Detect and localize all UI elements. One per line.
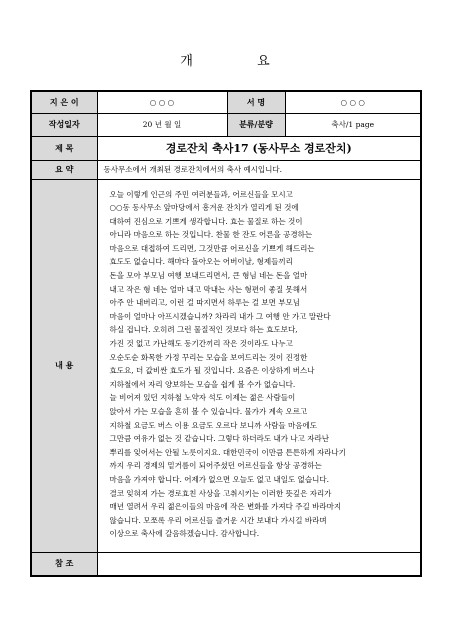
content-body <box>97 179 421 552</box>
content-line: 이상으로 축사에 갈음하겠습니다. 감사합니다. <box>109 529 260 539</box>
content-line: ○○동 동사무소 앞마당에서 흥겨운 잔치가 열리게 된 것에 <box>109 203 299 213</box>
content-line: 대하여 진심으로 기쁘게 생각합니다. 효는 물질로 하는 것이 <box>109 216 303 226</box>
author-value: ○ ○ ○ <box>285 91 421 113</box>
writer-label: 지 은 이 <box>31 91 97 113</box>
content-line: 결코 잊혀져 가는 경로효친 사상을 고취시키는 이러한 뜻깊은 자리가 <box>109 488 332 498</box>
summary-label: 요 약 <box>31 160 97 179</box>
content-line: 매년 열려서 우리 젊은이들의 마음에 작은 변화를 가져다 주길 바라마지 <box>109 502 342 512</box>
content-line: 오순도순 화목한 가정 꾸리는 모습을 보여드리는 것이 진정한 <box>109 352 308 362</box>
content-line: 뿌리를 잊어서는 안될 노릇이지요. 대한민국이 이만큼 튼튼하게 자라나기 <box>109 447 346 457</box>
overview-table <box>30 90 422 577</box>
content-line: 아주 안 내버리고, 이런 걸 따지면서 하루는 걸 보면 부모님 <box>109 298 300 308</box>
date-label: 작성일자 <box>31 113 97 136</box>
content-line: 하실 겁니다. 오히려 그런 물질적인 것보다 하는 효도보다, <box>109 325 298 335</box>
content-line: 앉아서 가는 모습을 흔히 볼 수 있습니다. 물가가 계속 오르고 <box>109 407 308 416</box>
content-line: 아니라 마음으로 하는 것입니다. 찬물 한 잔도 어른을 공경하는 <box>109 230 313 240</box>
content-line: 효도도 없습니다. 해마다 돌아오는 어버이날, 형제들끼리 <box>109 257 293 267</box>
category-value: 축사/1 page <box>285 113 421 136</box>
content-line: 가진 것 없고 가난해도 동기간끼리 작은 것이라도 나누고 <box>109 339 293 349</box>
content-label: 내 용 <box>31 179 97 552</box>
content-line: 내고 작은 형 네는 얼마 내고 막내는 사는 형편이 좋질 못해서 <box>109 284 308 294</box>
content-line: 마음으로 대접하여 드리면, 그것만큼 어르신을 기쁘게 해드리는 <box>109 243 315 253</box>
author-label: 서 명 <box>227 91 285 113</box>
writer-value: ○ ○ ○ <box>97 91 227 113</box>
reference-value <box>97 552 421 576</box>
content-line: 늘 비어져 있던 지하철 노약자 석도 이제는 젊은 사람들이 <box>109 393 296 403</box>
content-line: 지하철 요금도 버스 이용 요금도 오르다 보니까 사람들 마음에도 <box>109 420 317 430</box>
content-line: 까지 우리 경제의 밑거름이 되어주셨던 어르신들을 항상 공경하는 <box>109 461 322 471</box>
content-line: 오늘 이렇게 인근의 주민 여러분들과, 어르신들을 모시고 <box>109 189 293 199</box>
content-line: 마음을 가져야 합니다. 어제가 없으면 오늘도 없고 내일도 없습니다. <box>109 474 329 484</box>
date-value: 20 년 월 일 <box>97 113 227 136</box>
content-line: 지하철에서 자리 양보하는 모습을 쉽게 볼 수가 없습니다. <box>109 379 296 389</box>
content-line: 돈을 모아 부모님 여행 보내드리면서, 큰 형님 네는 돈을 얼마 <box>109 271 308 281</box>
content-line: 마음이 얼마나 아프시겠습니까? 차라리 내가 그 여행 안 가고 말란다 <box>109 311 331 321</box>
subject-value: 경로잔치 축사17 (동사무소 경로잔치) <box>97 136 421 160</box>
summary-value: 동사무소에서 개최된 경로잔치에서의 축사 예시입니다. <box>97 160 421 179</box>
content-line: 않습니다. 모쪼록 우리 어르신들 즐거운 시간 보내다 가시길 바라며 <box>109 515 327 525</box>
category-label: 분류/분량 <box>227 113 285 136</box>
subject-label: 제 목 <box>31 136 97 160</box>
content-text <box>110 188 409 541</box>
content-line: 효도요, 더 값비싼 효도가 될 것입니다. 요즘은 이상하게 버스나 <box>109 366 315 376</box>
content-line: 그만큼 여유가 없는 것 같습니다. 그렇다 하더라도 내가 나고 자라난 <box>109 434 329 444</box>
reference-label: 참 조 <box>31 552 97 576</box>
document-title: 개 요 <box>180 54 300 69</box>
